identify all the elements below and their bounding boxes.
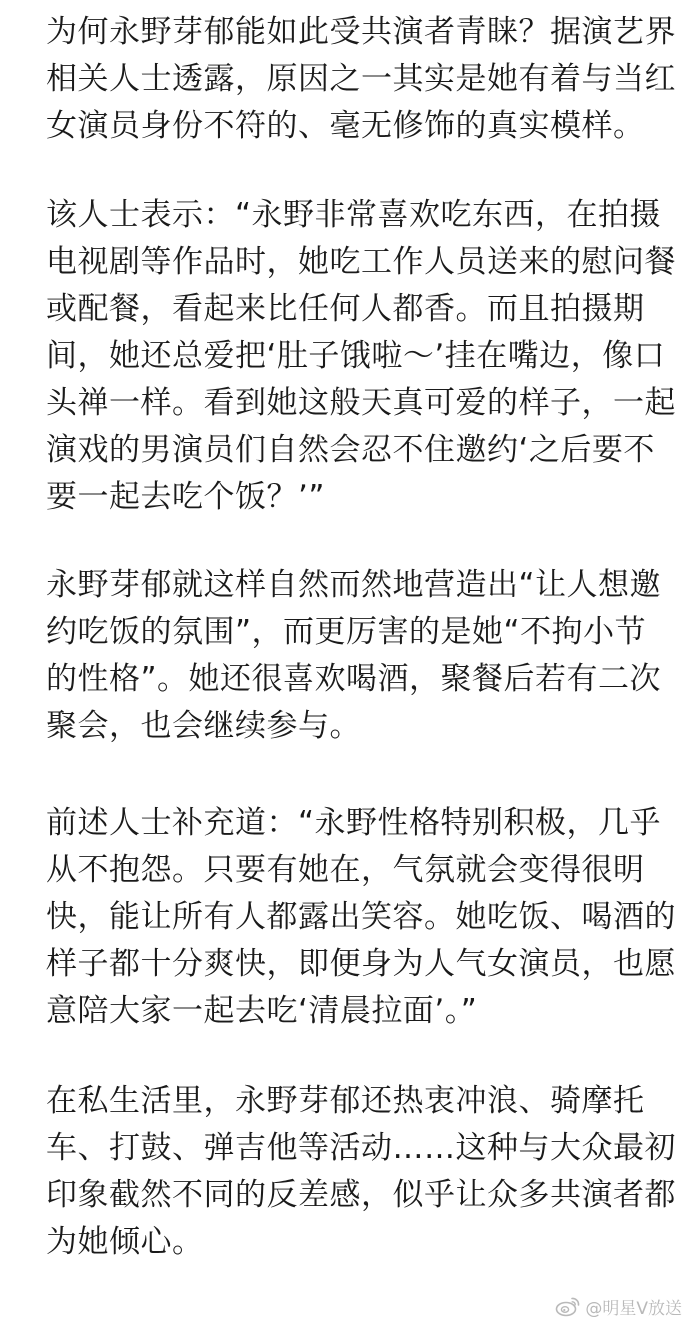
paragraph-line: 意陪大家一起去吃‘清晨拉面’。”	[46, 993, 478, 1029]
paragraph-line: 在私生活里，永野芽郁还热衷冲浪、骑摩托	[46, 1083, 645, 1119]
paragraph-line: 快，能让所有人都露出笑容。她吃饭、喝酒的	[46, 899, 676, 935]
paragraph-line: 约吃饭的氛围”，而更厉害的是她“不拘小节	[46, 614, 647, 650]
paragraph-line: 从不抱怨。只要有她在，气氛就会变得很明	[46, 852, 645, 888]
paragraph-line: 电视剧等作品时，她吃工作人员送来的慰问餐	[46, 244, 676, 280]
paragraph-2	[46, 192, 676, 521]
paragraph-3	[46, 562, 661, 750]
paragraph-line: 头禅一样。看到她这般天真可爱的样子，一起	[46, 385, 676, 421]
paragraph-line: 聚会，也会继续参与。	[46, 708, 361, 744]
paragraph-line: 要一起去吃个饭？’”	[46, 479, 325, 515]
paragraph-line: 车、打鼓、弹吉他等活动……这种与大众最初	[46, 1130, 676, 1166]
paragraph-1	[46, 9, 676, 150]
watermark-text: @明星V放送	[585, 1298, 682, 1319]
paragraph-line: 相关人士透露，原因之一其实是她有着与当红	[46, 61, 676, 97]
weibo-logo-icon	[555, 1295, 581, 1317]
paragraph-line: 间，她还总爱把‘肚子饿啦～’挂在嘴边，像口	[46, 338, 666, 374]
paragraph-5	[46, 1078, 676, 1266]
paragraph-4	[46, 800, 676, 1035]
paragraph-line: 演戏的男演员们自然会忍不住邀约‘之后要不	[46, 432, 655, 468]
paragraph-line: 为她倾心。	[46, 1224, 204, 1260]
paragraph-line: 永野芽郁就这样自然而然地营造出“让人想邀	[46, 567, 662, 603]
paragraph-line: 前述人士补充道：“永野性格特别积极，几乎	[46, 805, 662, 841]
paragraph-line: 的性格”。她还很喜欢喝酒，聚餐后若有二次	[46, 661, 662, 697]
paragraph-line: 女演员身份不符的、毫无修饰的真实模样。	[46, 108, 645, 144]
paragraph-line: 印象截然不同的反差感，似乎让众多共演者都	[46, 1177, 676, 1213]
paragraph-line: 样子都十分爽快，即便身为人气女演员，也愿	[46, 946, 676, 982]
paragraph-line: 该人士表示：“永野非常喜欢吃东西，在拍摄	[46, 197, 662, 233]
paragraph-line: 或配餐，看起来比任何人都香。而且拍摄期	[46, 291, 645, 327]
paragraph-line: 为何永野芽郁能如此受共演者青睐？据演艺界	[46, 14, 676, 50]
watermark	[555, 1291, 682, 1321]
